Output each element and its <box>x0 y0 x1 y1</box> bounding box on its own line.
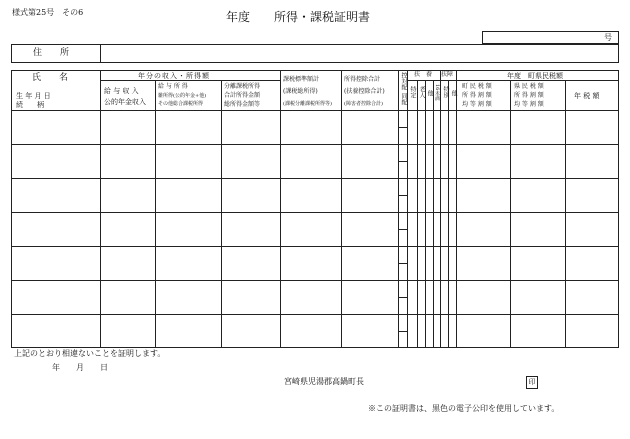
header-relation: 続 柄 <box>16 101 44 109</box>
seal: 印 <box>526 376 538 389</box>
header-deduction-total: 所得控除合計 <box>344 76 381 83</box>
page-title: 年度 所得・課税証明書 <box>226 10 371 24</box>
header-salary-income: 給 与 収 入 <box>104 87 139 95</box>
header-town-tax: 町 民 税 額 <box>462 83 492 90</box>
header-taxable-separate: (課税分離課税所得等) <box>283 101 332 107</box>
header-salary-shotoku: 給 与 所 得 <box>158 83 188 90</box>
header-dependent-deduction: (扶養控除合計) <box>344 88 385 95</box>
header-gross-income: 総所得金額等 <box>224 101 261 108</box>
header-name: 氏 名 <box>32 73 69 83</box>
header-dep-under16: 16未満 <box>434 84 440 101</box>
header-town-equal-tax: 均 等 割 額 <box>462 101 492 108</box>
header-spouse: 控対配 <box>400 72 407 90</box>
header-dep-other: 他 <box>426 90 433 96</box>
date-line: 年 月 日 <box>52 363 108 372</box>
certificate-number-box <box>482 31 619 44</box>
certify-text: 上記のとおり相違ないことを証明します。 <box>14 349 166 358</box>
header-disability-deduction: (障害者控除合計) <box>344 101 383 107</box>
header-other-income: その他総合課税所得 <box>158 101 204 107</box>
header-dis-special: 特別 <box>442 86 449 98</box>
address-row <box>11 44 619 63</box>
header-birth: 生 年 月 日 <box>16 92 51 100</box>
header-dep-specific: 特定 <box>409 86 416 98</box>
address-label: 住 所 <box>33 48 70 58</box>
header-misc-income: 雑所得(公的年金+他) <box>158 93 207 99</box>
header-taxable-gross: (課税総所得) <box>283 88 318 95</box>
header-annual-tax: 年 税 額 <box>574 92 600 100</box>
income-table <box>11 70 619 348</box>
header-taxable-total: 課税標準額計 <box>283 76 320 83</box>
header-dis-other: 他 <box>450 90 457 96</box>
form-number: 様式第25号 その6 <box>12 8 84 17</box>
header-income-group: 年分の収入・所得額 <box>138 72 210 80</box>
header-dep-elderly: 老人 <box>418 86 425 98</box>
header-same-spouse: 同配 <box>400 93 407 105</box>
header-pension-income: 公的年金収入 <box>104 98 146 106</box>
header-pref-equal-tax: 均 等 割 額 <box>514 101 544 108</box>
header-dependents: 扶 養 <box>414 71 433 78</box>
header-disabled: 扶障 <box>441 71 454 78</box>
header-separate-income: 分離課税所得 <box>224 83 261 90</box>
header-pref-income-tax: 所 得 割 額 <box>514 92 544 99</box>
footnote: ※この証明書は、黒色の電子公印を使用しています。 <box>368 404 560 413</box>
header-town-income-tax: 所 得 割 額 <box>462 92 492 99</box>
header-tax-group: 年度 町県民税額 <box>507 72 563 80</box>
header-pref-tax: 県 民 税 額 <box>514 83 544 90</box>
issuer: 宮崎県児湯郡高鍋町長 <box>284 377 364 386</box>
number-suffix: 号 <box>604 33 612 42</box>
header-total-income: 合計所得金額 <box>224 92 261 99</box>
